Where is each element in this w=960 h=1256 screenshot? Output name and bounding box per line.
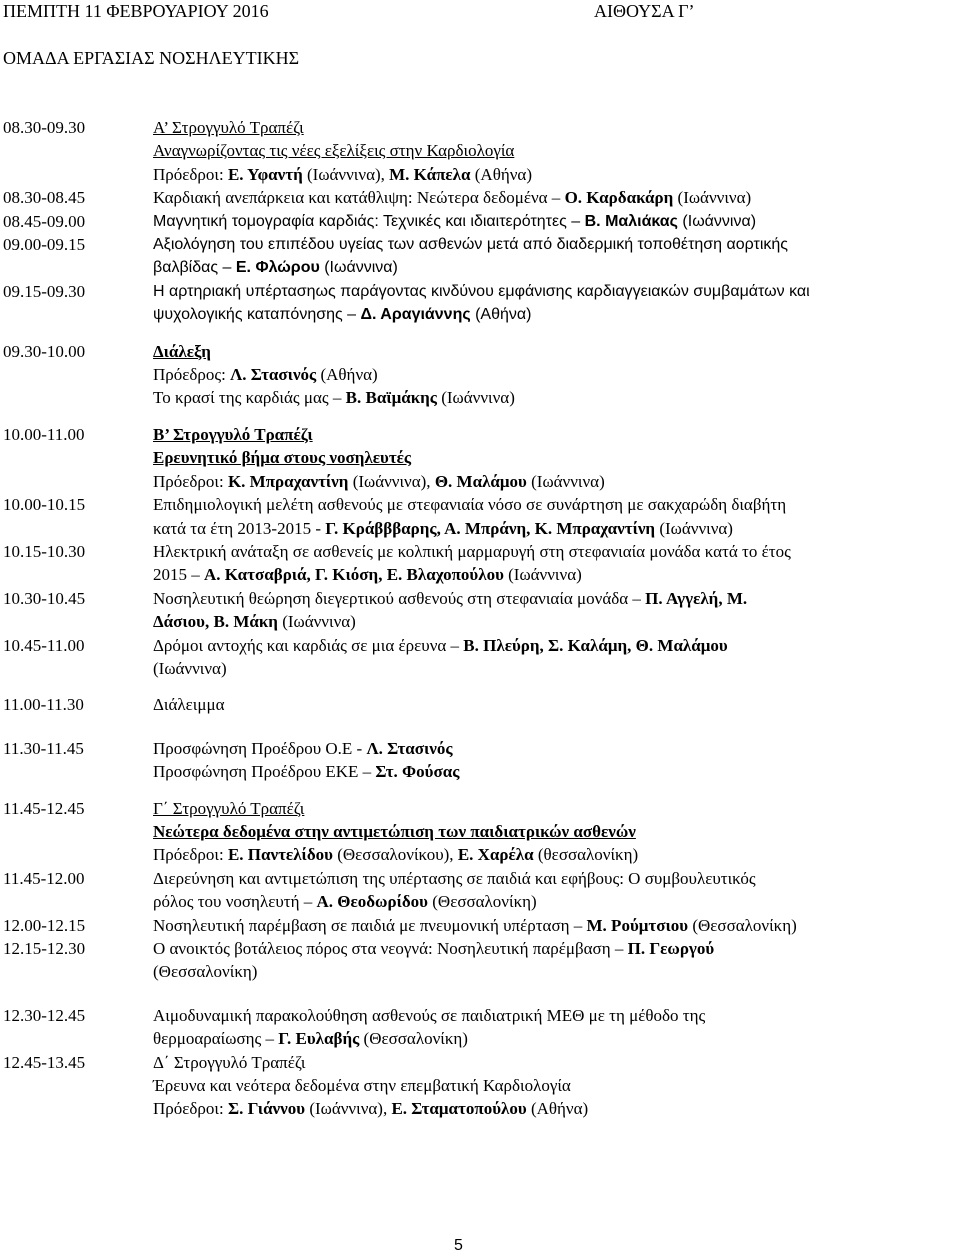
- session-text: Πρόεδροι:: [153, 1099, 228, 1119]
- session-text: κατά τα έτη 2013-2015 -: [153, 518, 326, 538]
- session-details: [153, 737, 958, 784]
- session-text: (Ιωάννινα): [673, 188, 752, 208]
- session-details: [153, 797, 958, 867]
- session-time: 10.45-11.00: [3, 635, 85, 655]
- session-text: (Αθήνα): [470, 306, 532, 324]
- session-text: Ο ανοικτός βοτάλειος πόρος στα νεογνά: Νοσηλευτική παρέμβαση –: [153, 939, 628, 958]
- session-text: Μαγνητική τομογραφία καρδιάς: Τεχνικές και ιδιαιτερότητες –: [153, 212, 585, 230]
- session-text: (Αθήνα): [470, 164, 532, 184]
- person-name: Β’ Στρογγυλό Τραπέζι: [153, 424, 313, 444]
- session-line: [153, 820, 958, 843]
- person-name: Ο. Καρδακάρη: [564, 188, 674, 208]
- session-line: [153, 303, 958, 326]
- session-line: [153, 563, 958, 586]
- program-row: [3, 693, 958, 716]
- session-text: Αναγνωρίζοντας τις νέες εξελίξεις στην Καρδιολογία: [153, 141, 515, 161]
- session-time: 10.30-10.45: [3, 588, 86, 608]
- session-line: [153, 363, 958, 386]
- person-name: Νεώτερα δεδομένα στην αντιμετώπιση των παιδιατρικών ασθενών: [153, 821, 636, 841]
- program-row: [3, 937, 958, 984]
- session-text: βαλβίδας –: [153, 259, 236, 277]
- session-time: 08.45-09.00: [3, 211, 86, 231]
- session-time: 12.30-12.45: [3, 1005, 86, 1025]
- session-text: Ηλεκτρική ανάταξη σε ασθενείς με κολπική μαρμαρυγή στη στεφανιαία μονάδα κατά το έτος: [153, 541, 791, 561]
- person-name: Ε. Φλώρου: [235, 259, 320, 277]
- session-line: [153, 470, 958, 493]
- session-line: [153, 843, 958, 866]
- person-name: Δ. Αραγιάννης: [360, 306, 471, 324]
- session-line: [153, 540, 958, 563]
- session-time: 09.30-10.00: [3, 341, 86, 361]
- session-line: [153, 116, 958, 139]
- session-text: Το κρασί της καρδιάς μας –: [153, 388, 346, 408]
- program-row: [3, 737, 958, 784]
- session-line: [153, 867, 958, 890]
- session-line: [153, 634, 958, 657]
- session-text: (Ιωάννινα): [319, 259, 398, 277]
- person-name: Γ. Κράβββαρης, Α. Μπράνη, Κ. Μπραχαντίνη: [325, 518, 656, 538]
- session-text: (Θεσσαλονίκη): [428, 892, 537, 912]
- session-text: (Ιωάννινα): [526, 471, 605, 491]
- session-time: 10.00-10.15: [3, 495, 86, 515]
- session-text: (Ιωάννινα): [655, 518, 733, 538]
- session-text: (Ιωάννινα),: [302, 164, 390, 184]
- session-time: 08.30-08.45: [3, 188, 86, 208]
- session-details: [153, 116, 958, 186]
- program-row: [3, 423, 958, 493]
- session-line: [153, 1074, 958, 1097]
- session-text: (Ιωάννινα): [153, 658, 227, 678]
- session-time: 12.45-13.45: [3, 1052, 86, 1072]
- program-row: [3, 914, 958, 937]
- person-name: Β. Πλεύρη, Σ. Καλάμη, Θ. Μαλάμου: [463, 635, 728, 655]
- program-row: [3, 210, 958, 233]
- person-name: Α. Κατσαβριά, Γ. Κιόση, Ε. Βλαχοπούλου: [204, 565, 504, 585]
- session-text: Διερεύνηση και αντιμετώπιση της υπέρτασης σε παιδιά και εφήβους: Ο συμβουλευτικός: [153, 868, 756, 888]
- session-text: Επιδημιολογική μελέτη ασθενούς με στεφανιαία νόσο σε συνάρτηση με σακχαρώδη διαβήτη: [153, 495, 787, 515]
- session-text: Πρόεδροι:: [153, 164, 228, 184]
- session-text: (Ιωάννινα): [503, 565, 582, 585]
- session-time: 09.15-09.30: [3, 281, 86, 301]
- session-text: (Θεσσαλονίκη): [359, 1029, 468, 1049]
- session-line: [153, 386, 958, 409]
- session-text: 2015 –: [153, 565, 204, 585]
- session-time: 12.15-12.30: [3, 939, 86, 958]
- page-number: 5: [454, 1237, 463, 1254]
- person-name: Β. Βαϊμάκης: [345, 388, 437, 408]
- person-name: Ερευνητικό βήμα στους νοσηλευτές: [153, 448, 412, 468]
- session-line: [153, 657, 958, 680]
- session-details: [153, 1051, 958, 1121]
- header-group: ΟΜΑΔΑ ΕΡΓΑΣΙΑΣ ΝΟΣΗΛΕΥΤΙΚΗΣ: [3, 48, 300, 68]
- session-details: [153, 587, 958, 634]
- person-name: Ε. Υφαντή: [227, 164, 303, 184]
- person-name: Β. Μαλιάκας: [584, 212, 678, 230]
- session-text: (Ιωάννινα),: [348, 471, 435, 491]
- session-time: 09.00-09.15: [3, 235, 86, 255]
- session-text: Η αρτηριακή υπέρτασηως παράγοντας κινδύνου εμφάνισης καρδιαγγειακών συμβαμάτων και: [153, 282, 810, 300]
- session-text: (Ιωάννινα),: [305, 1099, 392, 1119]
- program-row: [3, 116, 958, 186]
- session-text: Αξιολόγηση του επιπέδου υγείας των ασθενών μετά από διαδερμική τοποθέτηση αορτικής: [153, 236, 789, 254]
- session-line: [153, 340, 958, 363]
- program-list: [3, 116, 958, 1121]
- session-line: [153, 423, 958, 446]
- session-text: Αιμοδυναμική παρακολούθηση ασθενούς σε παιδιατρική ΜΕΘ με τη μέθοδο της: [153, 1005, 706, 1025]
- session-text: Α’ Στρογγυλό Τραπέζι: [153, 118, 304, 137]
- session-text: Έρευνα και νεότερα δεδομένα στην επεμβατική Καρδιολογία: [153, 1076, 571, 1096]
- session-line: [153, 280, 958, 303]
- session-details: [153, 1004, 958, 1051]
- person-name: Π. Γεωργού: [627, 939, 715, 958]
- session-details: [153, 186, 958, 209]
- person-name: Διάλεξη: [153, 341, 211, 361]
- program-row: [3, 867, 958, 914]
- program-row: [3, 540, 958, 587]
- session-time: 11.45-12.00: [3, 868, 85, 888]
- session-line: [153, 914, 958, 937]
- session-details: [153, 493, 958, 540]
- session-details: [153, 937, 958, 984]
- person-name: Σ. Γιάννου: [227, 1099, 306, 1119]
- session-line: [153, 139, 958, 162]
- program-row: [3, 1051, 958, 1121]
- session-line: [153, 797, 958, 820]
- session-text: Δρόμοι αντοχής και καρδιάς σε μια έρευνα –: [153, 635, 464, 655]
- session-text: Διάλειμμα: [153, 695, 225, 715]
- session-text: Πρόεδροι:: [153, 845, 228, 865]
- program-row: [3, 1004, 958, 1051]
- session-details: [153, 280, 958, 327]
- session-text: ψυχολογικής καταπόνησης –: [153, 306, 361, 324]
- session-details: [153, 693, 958, 716]
- person-name: Ε. Σταματοπούλου: [391, 1099, 527, 1119]
- program-row: [3, 797, 958, 867]
- person-name: Π. Αγγελή, Μ.: [645, 588, 748, 608]
- session-details: [153, 914, 958, 937]
- person-name: Ε. Παντελίδου: [227, 845, 333, 865]
- session-text: Πρόεδροι:: [153, 471, 228, 491]
- session-text: (Αθήνα): [526, 1099, 589, 1119]
- session-time: 10.00-11.00: [3, 424, 85, 444]
- session-time: 11.45-12.45: [3, 798, 85, 818]
- header-room: ΑΙΘΟΥΣΑ Γ’: [594, 1, 695, 21]
- person-name: Μ. Ρούμτσιου: [586, 915, 689, 935]
- session-time: 11.30-11.45: [3, 738, 84, 758]
- session-line: [153, 693, 958, 716]
- session-text: (Ιωάννινα): [277, 612, 356, 632]
- session-line: [153, 1004, 958, 1027]
- person-name: Λ. Στασινός: [366, 738, 453, 758]
- session-line: [153, 587, 958, 610]
- person-name: Λ. Στασινός: [230, 365, 317, 385]
- session-line: [153, 210, 958, 233]
- session-text: (Θεσσαλονίκου),: [332, 845, 458, 865]
- session-details: [153, 233, 958, 280]
- person-name: Θ. Μαλάμου: [434, 471, 527, 491]
- session-line: [153, 737, 958, 760]
- session-details: [153, 867, 958, 914]
- session-time: 11.00-11.30: [3, 695, 84, 715]
- session-line: [153, 493, 958, 516]
- person-name: Δάσιου, Β. Μάκη: [153, 612, 278, 632]
- session-details: [153, 423, 958, 493]
- session-line: [153, 1097, 958, 1120]
- person-name: Κ. Μπραχαντίνη: [227, 471, 349, 491]
- person-name: Μ. Κάπελα: [389, 164, 471, 184]
- session-text: (Ιωάννινα): [677, 212, 757, 230]
- session-details: [153, 210, 958, 233]
- session-line: [153, 937, 958, 960]
- session-text: Δ΄ Στρογγυλό Τραπέζι: [153, 1052, 306, 1072]
- program-row: [3, 634, 958, 681]
- person-name: Α. Θεοδωρίδου: [316, 892, 428, 912]
- session-details: [153, 540, 958, 587]
- session-line: [153, 256, 958, 279]
- person-name: Ε. Χαρέλα: [457, 845, 534, 865]
- session-text: Γ΄ Στρογγυλό Τραπέζι: [153, 798, 305, 818]
- session-line: [153, 1051, 958, 1074]
- session-line: [153, 446, 958, 469]
- program-row: [3, 587, 958, 634]
- session-text: Προσφώνηση Προέδρου ΕΚΕ –: [153, 762, 376, 782]
- session-line: [153, 233, 958, 256]
- session-line: [153, 960, 958, 983]
- program-row: [3, 280, 958, 327]
- session-line: [153, 610, 958, 633]
- program-row: [3, 493, 958, 540]
- session-text: Πρόεδρος:: [153, 365, 231, 385]
- session-text: (θεσσαλονίκη): [533, 845, 639, 865]
- session-line: [153, 890, 958, 913]
- session-line: [153, 517, 958, 540]
- session-time: 12.00-12.15: [3, 915, 86, 935]
- person-name: Γ. Ευλαβής: [278, 1029, 360, 1049]
- session-text: Νοσηλευτική θεώρηση διεγερτικού ασθενούς στη στεφανιαία μονάδα –: [153, 588, 646, 608]
- program-row: [3, 233, 958, 280]
- session-line: [153, 760, 958, 783]
- session-line: [153, 186, 958, 209]
- session-time: 10.15-10.30: [3, 541, 86, 561]
- session-text: (Θεσσαλονίκη): [688, 915, 797, 935]
- session-text: θερμοαραίωσης –: [153, 1029, 279, 1049]
- session-text: (Αθήνα): [316, 365, 378, 385]
- session-details: [153, 634, 958, 681]
- session-text: (Θεσσαλονίκη): [153, 962, 258, 982]
- session-text: (Ιωάννινα): [436, 388, 515, 408]
- session-text: Καρδιακή ανεπάρκεια και κατάθλιψη: Νεώτερα δεδομένα –: [153, 188, 565, 208]
- program-row: [3, 340, 958, 410]
- session-line: [153, 1027, 958, 1050]
- person-name: Στ. Φούσας: [375, 762, 460, 782]
- session-line: [153, 163, 958, 186]
- session-time: 08.30-09.30: [3, 118, 86, 137]
- header-date: ΠΕΜΠΤΗ 11 ΦΕΒΡΟΥΑΡΙΟΥ 2016: [3, 1, 269, 21]
- program-row: [3, 186, 958, 209]
- session-details: [153, 340, 958, 410]
- session-text: ρόλος του νοσηλευτή –: [153, 892, 317, 912]
- session-text: Νοσηλευτική παρέμβαση σε παιδιά με πνευμονική υπέρταση –: [153, 915, 587, 935]
- session-text: Προσφώνηση Προέδρου Ο.Ε -: [153, 738, 367, 758]
